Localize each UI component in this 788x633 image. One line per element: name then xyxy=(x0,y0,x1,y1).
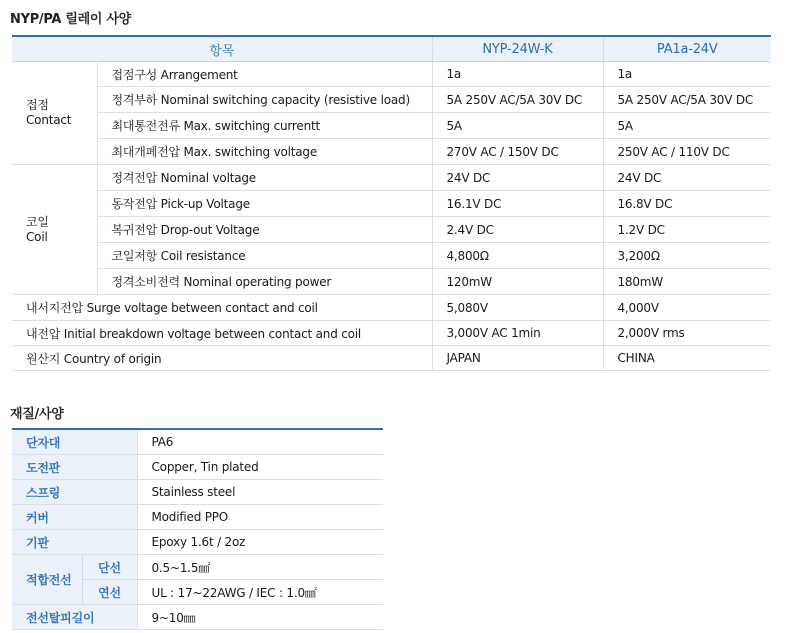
spec-row xyxy=(12,346,771,371)
wire-solid-label: 단선 xyxy=(82,555,137,580)
row-label: 원산지 Country of origin xyxy=(12,346,432,371)
row-value-nyp: 5A 250V AC/5A 30V DC xyxy=(432,87,603,113)
group-contact xyxy=(12,62,97,165)
spec-row xyxy=(12,321,771,346)
row-label: 복귀전압 Drop-out Voltage xyxy=(97,217,432,243)
row-value-nyp: 5A xyxy=(432,113,603,139)
row-value-nyp: 3,000V AC 1min xyxy=(432,321,603,346)
row-value-pa: 1a xyxy=(603,62,771,87)
material-row xyxy=(12,455,383,480)
row-value-pa: 3,200Ω xyxy=(603,243,771,269)
material-row xyxy=(12,480,383,505)
wire-label: 적합전선 xyxy=(12,555,82,605)
material-row xyxy=(12,605,383,630)
row-label: 내서지전압 Surge voltage between contact and coil xyxy=(12,295,432,321)
row-label: 동작전압 Pick-up Voltage xyxy=(97,191,432,217)
wire-stranded-value: UL : 17~22AWG / IEC : 1.0㎟ xyxy=(137,580,383,605)
spec-row xyxy=(12,139,771,165)
relay-spec-table xyxy=(12,35,771,371)
materials-title: 재질/사양 xyxy=(10,407,64,422)
spec-title: NYP/PA 릴레이 사양 xyxy=(10,12,131,27)
material-label: 스프링 xyxy=(12,480,137,505)
header-item: 항목 xyxy=(12,36,432,62)
spec-row xyxy=(12,217,771,243)
row-value-nyp: 24V DC xyxy=(432,165,603,191)
row-label: 정격소비전력 Nominal operating power xyxy=(97,269,432,295)
material-value: Epoxy 1.6t / 2oz xyxy=(137,530,383,555)
material-row xyxy=(12,530,383,555)
row-value-nyp: JAPAN xyxy=(432,346,603,371)
row-label: 접점구성 Arrangement xyxy=(97,62,432,87)
material-label: 커버 xyxy=(12,505,137,530)
row-value-pa: 2,000V rms xyxy=(603,321,771,346)
row-label: 정격전압 Nominal voltage xyxy=(97,165,432,191)
material-value: PA6 xyxy=(137,429,383,455)
material-row xyxy=(12,429,383,455)
material-label: 도전판 xyxy=(12,455,137,480)
group-coil xyxy=(12,165,97,295)
header-model-pa: PA1a-24V xyxy=(603,36,771,62)
row-label: 코일저항 Coil resistance xyxy=(97,243,432,269)
spec-row xyxy=(12,191,771,217)
material-row xyxy=(12,505,383,530)
row-value-nyp: 1a xyxy=(432,62,603,87)
spec-row xyxy=(12,295,771,321)
spec-row xyxy=(12,62,771,87)
row-value-pa: 180mW xyxy=(603,269,771,295)
material-label: 단자대 xyxy=(12,429,137,455)
row-value-pa: 1.2V DC xyxy=(603,217,771,243)
row-label: 정격부하 Nominal switching capacity (resistive load) xyxy=(97,87,432,113)
row-value-nyp: 5,080V xyxy=(432,295,603,321)
row-value-pa: 5A 250V AC/5A 30V DC xyxy=(603,87,771,113)
spec-row xyxy=(12,87,771,113)
spec-row xyxy=(12,165,771,191)
group-coil-label: 코일 Coil xyxy=(26,214,49,244)
header-model-nyp: NYP-24W-K xyxy=(432,36,603,62)
row-value-nyp: 4,800Ω xyxy=(432,243,603,269)
wire-solid-value: 0.5~1.5㎟ xyxy=(137,555,383,580)
spec-row xyxy=(12,113,771,139)
material-value: Stainless steel xyxy=(137,480,383,505)
wire-row-solid xyxy=(12,555,383,580)
strip-length-value: 9~10㎜ xyxy=(137,605,383,630)
row-label: 최대개폐전압 Max. switching voltage xyxy=(97,139,432,165)
row-value-pa: 5A xyxy=(603,113,771,139)
material-label: 기판 xyxy=(12,530,137,555)
materials-table xyxy=(12,428,383,630)
row-value-pa: 24V DC xyxy=(603,165,771,191)
row-value-pa: CHINA xyxy=(603,346,771,371)
row-label: 내전압 Initial breakdown voltage between contact and coil xyxy=(12,321,432,346)
row-value-nyp: 270V AC / 150V DC xyxy=(432,139,603,165)
spec-row xyxy=(12,269,771,295)
spec-row xyxy=(12,243,771,269)
strip-length-label: 전선탈피길이 xyxy=(12,605,137,630)
row-value-nyp: 16.1V DC xyxy=(432,191,603,217)
material-value: Modified PPO xyxy=(137,505,383,530)
material-value: Copper, Tin plated xyxy=(137,455,383,480)
wire-stranded-label: 연선 xyxy=(82,580,137,605)
group-contact-label: 접점 Contact xyxy=(26,98,72,127)
row-value-pa: 16.8V DC xyxy=(603,191,771,217)
row-value-pa: 250V AC / 110V DC xyxy=(603,139,771,165)
row-value-pa: 4,000V xyxy=(603,295,771,321)
spec-header-row xyxy=(12,36,771,62)
row-value-nyp: 120mW xyxy=(432,269,603,295)
row-value-nyp: 2.4V DC xyxy=(432,217,603,243)
row-label: 최대통전전류 Max. switching currentt xyxy=(97,113,432,139)
